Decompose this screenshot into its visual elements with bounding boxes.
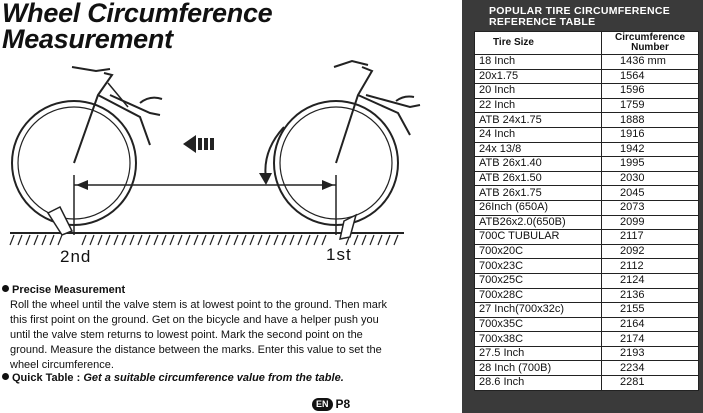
quick-text: Get a suitable circumference value from the table. bbox=[83, 372, 344, 384]
table-row bbox=[475, 157, 699, 172]
circumference-cell: 2193 bbox=[602, 346, 699, 361]
circumference-cell: 1888 bbox=[602, 113, 699, 128]
tire-size-cell: ATB 26x1.50 bbox=[475, 171, 602, 186]
language-badge: EN bbox=[312, 398, 333, 411]
table-title bbox=[489, 6, 670, 28]
circumference-table bbox=[474, 31, 699, 391]
table-row bbox=[475, 98, 699, 113]
col-circumference-header bbox=[602, 32, 699, 55]
tire-size-cell: 24x 13/8 bbox=[475, 142, 602, 157]
tire-size-cell: 700x35C bbox=[475, 317, 602, 332]
precise-line: wheel circumference. bbox=[10, 359, 114, 371]
table-row bbox=[475, 273, 699, 288]
circumference-cell: 2174 bbox=[602, 332, 699, 347]
tire-size-cell: 28 Inch (700B) bbox=[475, 361, 602, 376]
first-point-label: 1st bbox=[326, 245, 352, 264]
tire-size-cell: ATB 24x1.75 bbox=[475, 113, 602, 128]
precise-heading: Precise Measurement bbox=[12, 284, 126, 296]
tire-size-cell: 18 Inch bbox=[475, 55, 602, 70]
col-circumference-line-1: Circumference bbox=[614, 32, 686, 43]
precise-line: this first point on the ground. Get on the bicycle and have a helper push you bbox=[10, 314, 379, 326]
tire-size-cell: 20 Inch bbox=[475, 84, 602, 99]
table-title-line-2: REFERENCE TABLE bbox=[489, 16, 596, 28]
page-number bbox=[312, 396, 350, 412]
table-row bbox=[475, 200, 699, 215]
circumference-cell: 1942 bbox=[602, 142, 699, 157]
circumference-cell: 2092 bbox=[602, 244, 699, 259]
table-header-row bbox=[475, 32, 699, 55]
circumference-cell: 2073 bbox=[602, 200, 699, 215]
bike-frame-right bbox=[334, 61, 420, 163]
tire-size-cell: ATB 26x1.75 bbox=[475, 186, 602, 201]
quick-label: Quick Table : bbox=[12, 372, 81, 384]
tire-size-cell: 20x1.75 bbox=[475, 69, 602, 84]
circumference-cell: 1436 mm bbox=[602, 55, 699, 70]
table-row bbox=[475, 332, 699, 347]
table-row bbox=[475, 361, 699, 376]
table-row bbox=[475, 142, 699, 157]
tire-size-cell: 700x20C bbox=[475, 244, 602, 259]
table-row bbox=[475, 215, 699, 230]
tire-size-cell: 22 Inch bbox=[475, 98, 602, 113]
title-line-2: Measurement bbox=[2, 24, 173, 54]
table-title-line-1: POPULAR TIRE CIRCUMFERENCE bbox=[489, 5, 671, 17]
table-row bbox=[475, 113, 699, 128]
distance-line bbox=[74, 175, 336, 235]
tire-size-cell: 27.5 Inch bbox=[475, 346, 602, 361]
title-line-1: Wheel Circumference bbox=[2, 0, 273, 28]
circumference-cell: 2155 bbox=[602, 303, 699, 318]
circumference-cell: 2124 bbox=[602, 273, 699, 288]
circumference-cell: 2045 bbox=[602, 186, 699, 201]
circumference-cell: 1564 bbox=[602, 69, 699, 84]
tire-size-cell: ATB26x2.0(650B) bbox=[475, 215, 602, 230]
circumference-cell: 1596 bbox=[602, 84, 699, 99]
table-row bbox=[475, 186, 699, 201]
circumference-cell: 2099 bbox=[602, 215, 699, 230]
second-point-label: 2nd bbox=[60, 247, 92, 266]
circumference-cell: 2234 bbox=[602, 361, 699, 376]
table-row bbox=[475, 376, 699, 391]
table-row bbox=[475, 55, 699, 70]
circumference-cell: 2136 bbox=[602, 288, 699, 303]
tire-size-cell: 26Inch (650A) bbox=[475, 200, 602, 215]
precise-line: until the valve stem returns to lowest point. Mark the second point on the bbox=[10, 329, 363, 341]
tire-size-cell: 700x23C bbox=[475, 259, 602, 274]
table-row bbox=[475, 259, 699, 274]
circumference-cell: 1759 bbox=[602, 98, 699, 113]
tire-size-cell: 700C TUBULAR bbox=[475, 230, 602, 245]
circumference-cell: 2117 bbox=[602, 230, 699, 245]
tire-size-cell: ATB 26x1.40 bbox=[475, 157, 602, 172]
precise-line: ground. Measure the distance between the marks. Enter this value to set the bbox=[10, 344, 382, 356]
tire-size-cell: 700x25C bbox=[475, 273, 602, 288]
col-tire-size-header: Tire Size bbox=[475, 32, 602, 55]
tire-size-cell: 27 Inch(700x32c) bbox=[475, 303, 602, 318]
quick-table-section bbox=[2, 371, 458, 386]
table-row bbox=[475, 303, 699, 318]
page-title bbox=[2, 0, 272, 52]
circumference-cell: 1995 bbox=[602, 157, 699, 172]
motion-arrow-icon bbox=[183, 135, 214, 153]
tire-size-cell: 24 Inch bbox=[475, 127, 602, 142]
table-row bbox=[475, 346, 699, 361]
table-row bbox=[475, 171, 699, 186]
precise-measurement-section bbox=[2, 283, 458, 373]
table-row bbox=[475, 288, 699, 303]
table-row bbox=[475, 127, 699, 142]
circumference-cell: 2112 bbox=[602, 259, 699, 274]
bullet-icon bbox=[2, 285, 9, 292]
precise-line: Roll the wheel until the valve stem is at lowest point to the ground. Then mark bbox=[10, 299, 388, 311]
bike-frame-left bbox=[72, 67, 162, 163]
table-row bbox=[475, 317, 699, 332]
tire-size-cell: 28.6 Inch bbox=[475, 376, 602, 391]
circumference-cell: 2030 bbox=[602, 171, 699, 186]
table-row bbox=[475, 84, 699, 99]
table-row bbox=[475, 230, 699, 245]
circumference-cell: 1916 bbox=[602, 127, 699, 142]
circumference-cell: 2281 bbox=[602, 376, 699, 391]
table-row bbox=[475, 244, 699, 259]
col-circumference-line-2: Number bbox=[631, 42, 669, 53]
page-label: P8 bbox=[335, 397, 351, 411]
circumference-cell: 2164 bbox=[602, 317, 699, 332]
table-row bbox=[475, 69, 699, 84]
tire-size-cell: 700x38C bbox=[475, 332, 602, 347]
bullet-icon bbox=[2, 373, 9, 380]
tire-size-cell: 700x28C bbox=[475, 288, 602, 303]
